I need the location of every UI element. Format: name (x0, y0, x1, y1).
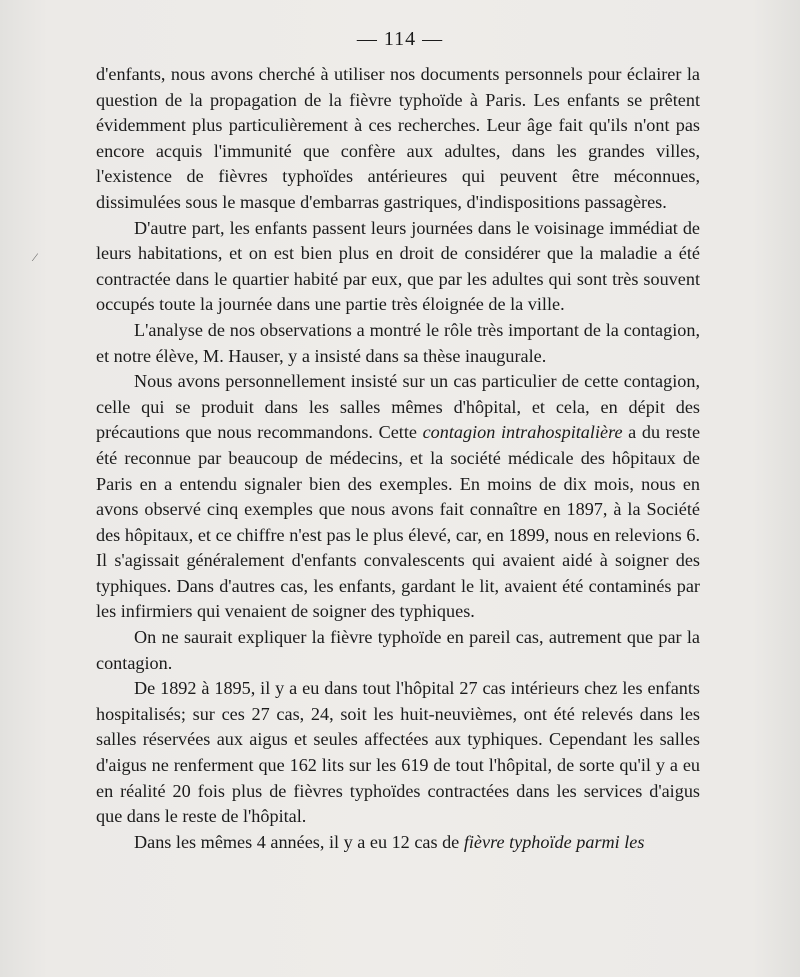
paragraph-2: D'autre part, les enfants passent leurs journées dans le voisinage immédiat de leurs habitations, et on est bien plus en droit de considérer que la maladie a été contractée dans le quartier habité par eux, que par les adultes qui sont très souvent occupés toute la journée dans une partie très éloignée de la ville. (96, 217, 700, 315)
page-number: — 114 — (356, 28, 444, 50)
paragraph-4-text-after: a du reste été reconnue par beaucoup de médecins, et la société médicale des hôpitaux de Paris en a entendu signaler bien des exemples. En moins de dix mois, nous en avons observé cinq exemples que nous avons fait connaître en 1897, à la Société des hôpitaux, et ce chiffre n'est pas le plus élevé, car, en 1899, nous en relevions 6. Il s'agissait généralement d'enfants convalescents qui avaient aidé à soigner des typhiques. Dans d'autres cas, les enfants, gardant le lit, avaient été contaminés par les infirmiers qui venaient de soigner des typhiques. (96, 422, 701, 622)
paragraph-6: De 1892 à 1895, il y a eu dans tout l'hôpital 27 cas intérieurs chez les enfants hospitalisés; sur ces 27 cas, 24, soit les huit-neuvièmes, ont été relevés dans les salles réservées aux aigus et seules affectées aux typhiques. Cependant les salles d'aigus ne renferment que 162 lits sur les 619 de tout l'hôpital, de sorte qu'il y a eu en réalité 20 fois plus de fièvres typhoïdes contractées dans les services d'aigus que dans le reste de l'hôpital. (96, 678, 700, 827)
paragraph-7-italic: fièvre typhoïde parmi les (463, 831, 645, 852)
paragraph-1: d'enfants, nous avons cherché à utiliser nos documents personnels pour éclairer la question de la propagation de la fièvre typhoïde à Paris. Les enfants se prêtent évidemment plus particulièrement à ces recherches. Leur âge fait qu'ils n'ont pas encore acquis l'immunité que confère aux adultes, dans les grandes villes, l'existence de fièvres typhoïdes antérieures qui peuvent être méconnues, dissimulées sous le masque d'embarras gastriques, d'indispositions passagères. (96, 64, 700, 212)
paragraph-7 (96, 830, 700, 856)
paragraph-7-text-before: Dans les mêmes 4 années, il y a eu 12 cas de (134, 831, 464, 852)
paragraph-5: On ne saurait expliquer la fièvre typhoïde en pareil cas, autrement que par la contagion. (96, 627, 700, 673)
paragraph-3: L'analyse de nos observations a montré le rôle très important de la contagion, et notre élève, M. Hauser, y a insisté dans sa thèse inaugurale. (96, 319, 700, 366)
paragraph-4-text-before: Nous avons personnellement insisté sur un cas particulier de cette contagion, celle qui se produit dans les salles mêmes d'hôpital, et cela, en dépit des précautions que nous recommandons. Cette (96, 371, 700, 443)
paragraph-4 (96, 369, 700, 625)
paragraph-4-italic: contagion intrahospitalière (422, 422, 623, 443)
margin-mark: ⁄ (34, 250, 37, 264)
body-text (96, 62, 700, 855)
